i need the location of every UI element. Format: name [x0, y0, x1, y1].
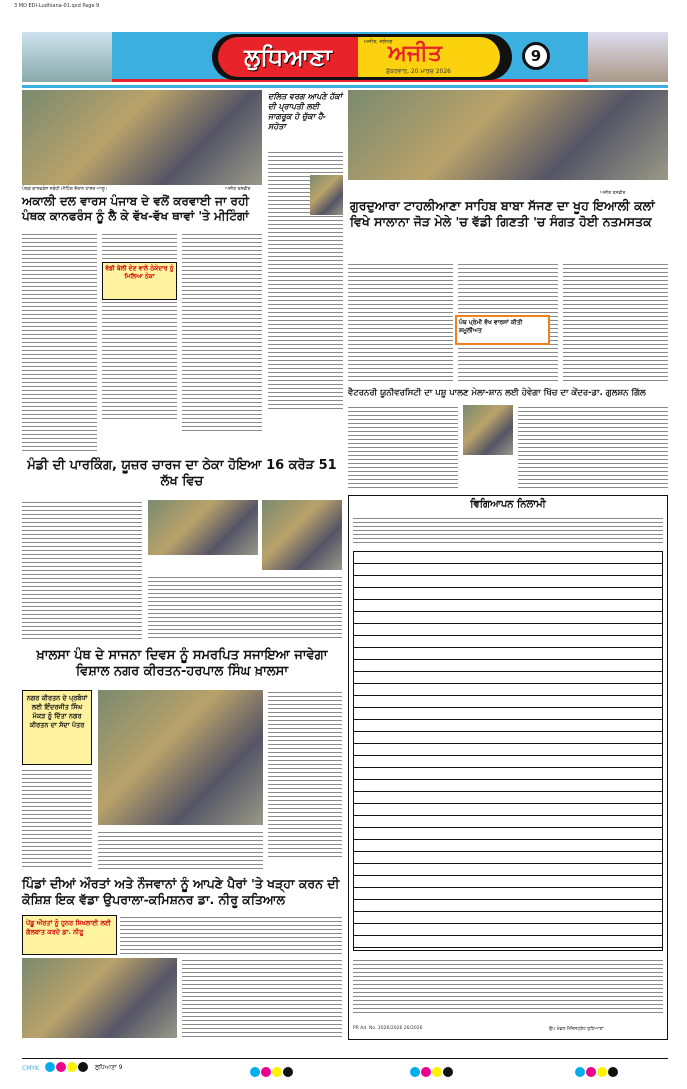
divider — [22, 85, 668, 88]
article-body — [268, 690, 342, 860]
highlight-box: ਪੰਥ ਪ੍ਰੇਮੀ ਵੱਖ ਵਾਰਸਾਂ ਕੀਤੀ ਸ਼ਮੂਲੀਅਤ — [455, 315, 550, 345]
article-photo — [22, 958, 177, 1038]
headline: ਵੈਟਰਨਰੀ ਯੂਨੀਵਰਸਿਟੀ ਦਾ ਪਸ਼ੂ ਪਾਲਣ ਮੇਲਾ-ਸ਼ਾਨ ਲਈ ਹੋਵੇਗਾ ਖਿੱਚ ਦਾ ਕੇਂਦਰ-ਡਾ. ਗੁਲਸ਼ਨ ਗਿੱਲ — [348, 388, 646, 398]
article-photo — [148, 500, 258, 555]
brand-logo: ਅਜੀਤ — [388, 41, 442, 66]
headline: ਖ਼ਾਲਸਾ ਪੰਥ ਦੇ ਸਾਜਨਾ ਦਿਵਸ ਨੂੰ ਸਮਰਪਿਤ ਸਜਾਇਆ ਜਾਵੇਗਾ ਵਿਸ਼ਾਲ ਨਗਰ ਕੀਰਤਨ-ਹਰਪਾਲ ਸਿੰਘ ਖ਼ਾਲਸਾ — [36, 648, 328, 680]
divider — [22, 1058, 668, 1059]
advert-terms — [353, 958, 663, 1013]
masthead — [22, 32, 668, 82]
article-photo — [98, 690, 263, 825]
clock-tower-photo — [588, 32, 668, 82]
color-swatch — [250, 1062, 294, 1081]
headline: ਮੰਡੀ ਦੀ ਪਾਰਕਿੰਗ, ਯੂਜ਼ਰ ਚਾਰਜ ਦਾ ਠੇਕਾ ਹੋਇਆ 16 ਕਰੋੜ 51 ਲੱਖ ਵਿਚ — [27, 458, 337, 490]
article-body — [148, 575, 342, 640]
photo-caption: ਪੰਥਕ ਕਾਨਫਰੰਸ ਸਬੰਧੀ ਮੀਟਿੰਗ ਦੌਰਾਨ ਹਾਜ਼ਰ ਆਗੂ। — [22, 187, 108, 192]
article-body — [182, 232, 262, 432]
article-body — [518, 405, 668, 490]
print-slug: 3 MD EDI-Ludhiana-01.qxd Page 9 — [14, 3, 100, 9]
article-body — [98, 830, 263, 870]
article-body — [22, 500, 142, 640]
article-body — [120, 915, 342, 955]
page-label: ਲੁਧਿਆਣਾ 9 — [94, 1064, 123, 1071]
portrait-photo — [262, 500, 342, 570]
article-body — [348, 262, 453, 382]
photo-credit: ਅਜੀਤ ਤਸਵੀਰ — [225, 187, 251, 192]
issue-date: ਸ਼ੁੱਕਰਵਾਰ, 20 ਮਾਰਚ 2026 — [386, 68, 451, 75]
advert-ref: PR Ad. No. 2026/2026 26/2026 — [353, 1026, 423, 1031]
portrait-photo — [463, 405, 513, 455]
article-body — [563, 262, 668, 382]
city-name: ਲੁਧਿਆਣਾ — [218, 37, 358, 77]
headline: ਅਕਾਲੀ ਦਲ ਵਾਰਸ ਪੰਜਾਬ ਦੇ ਵਲੋਂ ਕਰਵਾਈ ਜਾ ਰਹੀ ਪੰਥਕ ਕਾਨਫਰੰਸ ਨੂੰ ਲੈ ਕੇ ਵੱਖ-ਵੱਖ ਥਾਵਾਂ 'ਤੇ ਮੀਟਿੰਗਾਂ — [22, 194, 249, 223]
article-body — [102, 232, 177, 422]
headline: ਗੁਰਦੁਆਰਾ ਟਾਹਲੀਆਣਾ ਸਾਹਿਬ ਬਾਬਾ ਸੱਜਣ ਦਾ ਖੂਹ ਇਆਲੀ ਕਲਾਂ ਵਿਖੇ ਸਾਲਾਨਾ ਜੋੜ ਮੇਲੇ 'ਚ ਵੱਡੀ ਗਿਣਤੀ 'ਚ ਸੰਗਤ ਹੋਈ ਨਤਮਸਤਕ — [350, 198, 655, 229]
article-body — [348, 405, 458, 490]
page-number: 9 — [522, 42, 550, 70]
article-body — [22, 232, 97, 452]
cmyk-label: CMYK — [22, 1064, 39, 1072]
color-swatch — [575, 1062, 619, 1081]
advert-signatory: ਉਪ ਮੰਡਲ ਮੈਜਿਸਟ੍ਰੇਟ ਲੁਧਿਆਣਾ — [549, 1027, 604, 1032]
highlight-box: ਪੇਂਡੂ ਔਰਤਾਂ ਨੂੰ ਹੁਨਰ ਸਿਖਲਾਈ ਲਈ ਗੱਲਬਾਤ ਕਰਦੇ ਡਾ. ਨੀਰੂ — [22, 915, 117, 955]
article-body — [182, 958, 342, 1038]
edition: ਅਜੀਤ, ਜਲੰਧਰ — [364, 39, 393, 45]
masthead-pill — [212, 34, 512, 80]
auction-table — [353, 551, 663, 951]
statue-photo — [22, 32, 112, 82]
advert-title: ਵਿਗਿਆਪਨ ਨਿਲਾਮੀ — [470, 499, 546, 510]
portrait-photo — [310, 175, 343, 215]
article-photo — [22, 90, 262, 185]
photo-credit: ਅਜੀਤ ਤਸਵੀਰ — [600, 191, 626, 196]
tender-advertisement — [348, 495, 668, 1040]
highlight-box: ਨਗਰ ਕੀਰਤਨ ਦੇ ਪ੍ਰਬੰਧਾਂ ਲਈ ਇੰਦਰਜੀਤ ਸਿੰਘ ਮੱਕੜ ਨੂੰ ਦਿੱਤਾ ਨਗਰ ਕੀਰਤਨ ਦਾ ਸੱਦਾ ਪੱਤਰ — [22, 690, 92, 765]
article-body — [22, 768, 92, 868]
article-photo — [348, 90, 668, 180]
registration-marks — [22, 1062, 123, 1074]
headline: ਦਲਿਤ ਵਰਗ ਆਪਣੇ ਹੱਕਾਂ ਦੀ ਪ੍ਰਾਪਤੀ ਲਈ ਜਾਗਰੂਕ ਹੋ ਚੁੱਕਾ ਹੈ-ਸਹੋਤਾ — [268, 92, 342, 131]
highlight-box: ਵੱਡੀ ਬੋਲੀ ਦੇਣ ਵਾਲੇ ਠੇਕੇਦਾਰ ਨੂੰ ਮਿਲਿਆ ਠੇਕਾ — [102, 262, 177, 300]
headline: ਪਿੰਡਾਂ ਦੀਆਂ ਔਰਤਾਂ ਅਤੇ ਨੌਜਵਾਨਾਂ ਨੂੰ ਆਪਣੇ ਪੈਰਾਂ 'ਤੇ ਖੜ੍ਹਾ ਕਰਨ ਦੀ ਕੋਸ਼ਿਸ਼ ਇਕ ਵੱਡਾ ਉਪਰਾਲਾ-ਕਮਿਸ਼ਨਰ ਡਾ. ਨੀਰੂ ਕਤਿਆਲ — [22, 876, 340, 907]
color-swatch — [410, 1062, 454, 1081]
advert-intro — [353, 516, 663, 546]
